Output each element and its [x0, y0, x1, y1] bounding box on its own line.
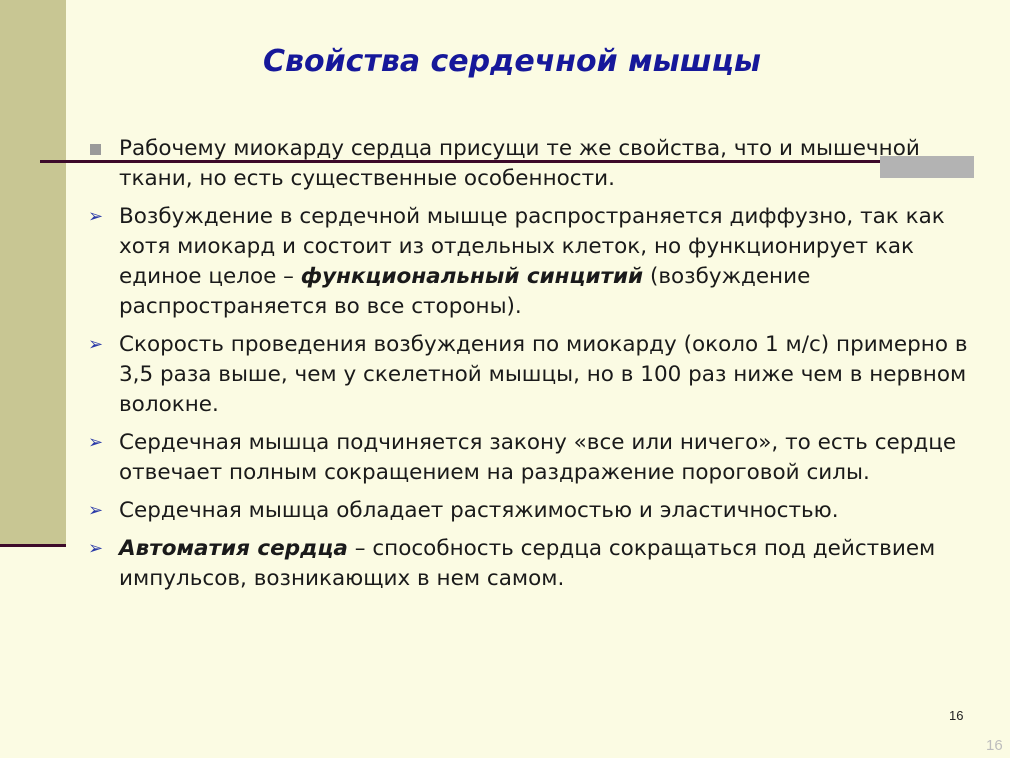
list-item	[88, 428, 993, 488]
item-text-after: (возбуждение распространяется во все стороны).	[119, 264, 811, 319]
slide-page-number: 16	[949, 708, 964, 723]
slide-title: Свойства сердечной мышцы	[263, 44, 761, 79]
square-bullet-icon	[90, 144, 101, 155]
left-band-underline	[0, 544, 66, 547]
item-text: Сердечная мышца подчиняется закону «все или ничего», то есть сердце отвечает полным сокращением на раздражение пороговой силы.	[119, 430, 957, 485]
item-text-after: – способность сердца сокращаться под действием импульсов, возникающих в нем самом.	[119, 536, 936, 591]
item-text: Скорость проведения возбуждения по миокарду (около 1 м/с) примерно в 3,5 раза выше, чем у скелетной мышцы, но в 100 раз ниже чем в нервном волокне.	[119, 332, 968, 417]
list-item	[88, 534, 993, 594]
slide-body	[88, 134, 993, 602]
item-emphasis: Автоматия сердца	[119, 536, 348, 561]
arrow-bullet-icon: ➢	[88, 538, 104, 559]
intro-text: Рабочему миокарду сердца присущи те же свойства, что и мышечной ткани, но есть существенные особенности.	[119, 136, 920, 191]
arrow-bullet-icon: ➢	[88, 206, 104, 227]
list-item	[88, 330, 993, 420]
item-emphasis: функциональный синцитий	[300, 264, 644, 289]
list-item	[88, 202, 993, 322]
item-text: Возбуждение в сердечной мышце распространяется диффузно, так как хотя миокард и состоит из отдельных клеток, но функционирует как единое целое –	[119, 204, 945, 289]
arrow-bullet-icon: ➢	[88, 500, 104, 521]
viewer-page-number: 16	[986, 737, 1003, 754]
intro-paragraph	[88, 134, 993, 194]
list-item	[88, 496, 993, 526]
arrow-bullet-icon: ➢	[88, 432, 104, 453]
arrow-bullet-icon: ➢	[88, 334, 104, 355]
left-decorative-band	[0, 0, 66, 547]
item-text: Сердечная мышца обладает растяжимостью и эластичностью.	[119, 498, 839, 523]
